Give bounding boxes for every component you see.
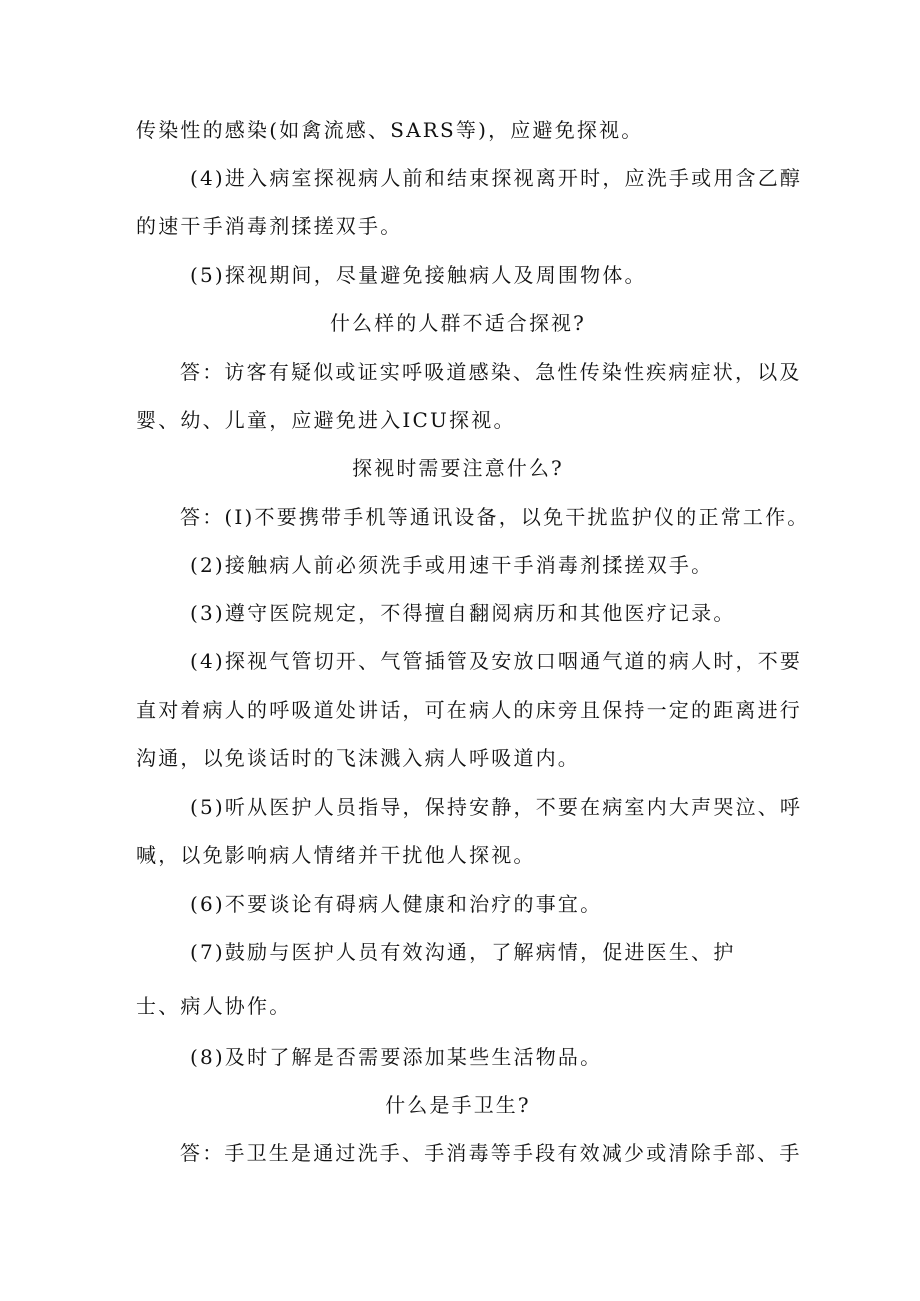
- text-line: 沟通，以免谈话时的飞沫溅入病人呼吸道内。: [136, 746, 580, 770]
- section-heading: 探视时需要注意什么?: [352, 456, 564, 480]
- text-line: 婴、幼、儿童，应避免进入ICU探视。: [136, 408, 516, 432]
- text-line: (3)遵守医院规定，不得擅自翻阅病历和其他医疗记录。: [190, 601, 736, 625]
- text-line: (5)听从医护人员指导，保持安静，不要在病室内大声哭泣、呼: [190, 795, 803, 819]
- text-line: 传染性的感染(如禽流感、SARS等)，应避免探视。: [136, 118, 644, 142]
- text-line: (6)不要谈论有碍病人健康和治疗的事宜。: [190, 892, 603, 916]
- section-heading: 什么是手卫生?: [385, 1093, 531, 1117]
- text-line: 喊，以免影响病人情绪并干扰他人探视。: [136, 843, 536, 867]
- text-line: (2)接触病人前必须洗手或用速干手消毒剂揉搓双手。: [190, 553, 714, 577]
- text-line: (5)探视期间，尽量避免接触病人及周围物体。: [190, 263, 647, 287]
- text-line: 答：(I)不要携带手机等通讯设备，以免干扰监护仪的正常工作。: [180, 505, 810, 529]
- text-line: 答：手卫生是通过洗手、手消毒等手段有效减少或清除手部、手: [180, 1141, 802, 1165]
- text-line: 的速干手消毒剂揉搓双手。: [136, 214, 403, 238]
- section-heading: 什么样的人群不适合探视?: [330, 311, 587, 335]
- text-line: 直对着病人的呼吸道处讲话，可在病人的床旁且保持一定的距离进行: [136, 698, 802, 722]
- text-line: (4)探视气管切开、气管插管及安放口咽通气道的病人时，不要: [190, 649, 803, 673]
- text-line: (8)及时了解是否需要添加某些生活物品。: [190, 1045, 603, 1069]
- text-line: 士、病人协作。: [136, 994, 292, 1018]
- text-line: (7)鼓励与医护人员有效沟通，了解病情，促进医生、护: [190, 940, 736, 964]
- text-line: (4)进入病室探视病人前和结束探视离开时，应洗手或用含乙醇: [190, 166, 803, 190]
- text-line: 答：访客有疑似或证实呼吸道感染、急性传染性疾病症状，以及: [180, 360, 802, 384]
